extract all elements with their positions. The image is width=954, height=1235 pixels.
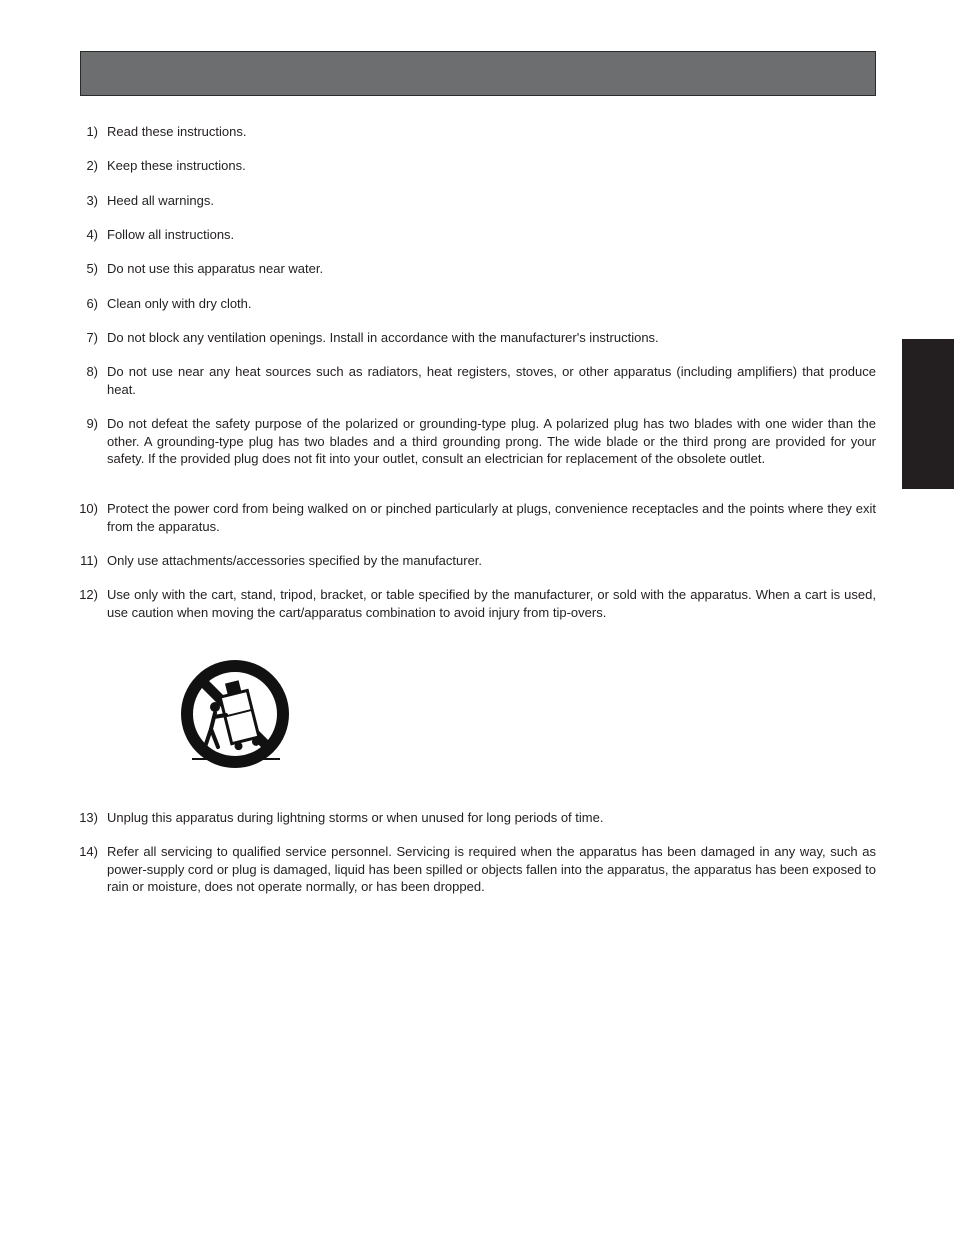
- instruction-text: Heed all warnings.: [107, 193, 214, 208]
- instruction-text: Only use attachments/accessories specified by the manufacturer.: [107, 553, 483, 568]
- instruction-text: Do not defeat the safety purpose of the polarized or grounding-type plug. A polarized plug has two blades with one wider than the other. A grounding-type plug has two blades and a third grounding prong. The wide blade or the third prong are provided for your safety. If the provided plug does not fit into your outlet, consult an electrician for replacement of the obsolete outlet.: [107, 416, 876, 466]
- section-header-bar: [80, 51, 876, 96]
- instruction-text: Clean only with dry cloth.: [107, 296, 252, 311]
- instruction-text: Do not block any ventilation openings. Install in accordance with the manufacturer's instructions.: [107, 330, 659, 345]
- instruction-number: 13): [79, 810, 98, 825]
- instruction-number: 1): [86, 124, 98, 139]
- instruction-number: 3): [86, 193, 98, 208]
- instruction-text: Keep these instructions.: [107, 158, 246, 173]
- instruction-text: Unplug this apparatus during lightning storms or when unused for long periods of time.: [107, 810, 604, 825]
- instruction-text: Refer all servicing to qualified service personnel. Servicing is required when the apparatus has been damaged in any way, such as power-supply cord or plug is damaged, liquid has been spilled or objects fallen into the apparatus, the apparatus has been exposed to rain or moisture, does not operate normally, or has been dropped.: [107, 844, 876, 894]
- instruction-number: 14): [79, 844, 98, 859]
- instruction-text: Use only with the cart, stand, tripod, bracket, or table specified by the manufacturer, or sold with the apparatus. When a cart is used, use caution when moving the cart/apparatus combination to avoid injury from tip-overs.: [107, 587, 876, 620]
- chapter-side-tab: [902, 339, 954, 489]
- instruction-text: Protect the power cord from being walked on or pinched particularly at plugs, convenience receptacles and the points where they exit from the apparatus.: [107, 501, 876, 534]
- instruction-number: 5): [86, 261, 98, 276]
- instruction-number: 7): [86, 330, 98, 345]
- instruction-text: Do not use this apparatus near water.: [107, 261, 324, 276]
- instruction-number: 12): [79, 587, 98, 602]
- cart-tip-over-warning-icon: [178, 657, 292, 771]
- instruction-text: Read these instructions.: [107, 124, 247, 139]
- instruction-number: 9): [86, 416, 98, 431]
- instruction-text: Do not use near any heat sources such as radiators, heat registers, stoves, or other apparatus (including amplifiers) that produce heat.: [107, 364, 876, 397]
- instruction-number: 2): [86, 158, 98, 173]
- instruction-number: 4): [86, 227, 98, 242]
- instruction-number: 6): [86, 296, 98, 311]
- instruction-text: Follow all instructions.: [107, 227, 235, 242]
- instruction-number: 11): [80, 553, 98, 568]
- instruction-number: 8): [86, 364, 98, 379]
- instruction-number: 10): [79, 501, 98, 516]
